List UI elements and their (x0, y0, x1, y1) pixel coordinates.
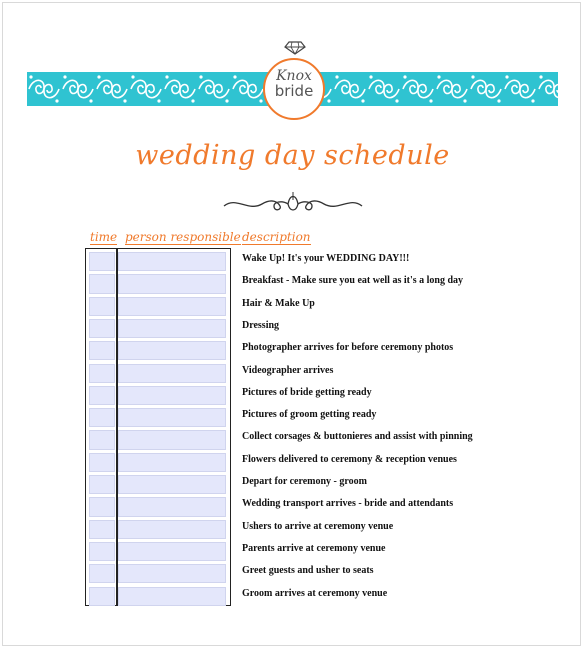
person-cell[interactable] (118, 430, 226, 449)
person-cell[interactable] (118, 453, 226, 472)
row-description: Videographer arrives (242, 364, 334, 376)
row-description: Flowers delivered to ceremony & reception venues (242, 453, 457, 465)
person-cell[interactable] (118, 386, 226, 405)
time-cell[interactable] (89, 497, 115, 516)
logo-line-1: Knox (276, 68, 312, 84)
person-cell[interactable] (118, 564, 226, 583)
row-description: Wedding transport arrives - bride and attendants (242, 498, 454, 510)
row-description: Ushers to arrive at ceremony venue (242, 520, 394, 532)
column-header-person: person responsible (125, 230, 241, 244)
row-description: Depart for ceremony - groom (242, 476, 367, 487)
page-title: wedding day schedule (135, 140, 450, 171)
time-cell[interactable] (89, 274, 115, 293)
row-description: Dressing (242, 319, 280, 331)
time-cell[interactable] (89, 564, 115, 583)
person-cell[interactable] (118, 274, 226, 293)
time-cell[interactable] (89, 341, 115, 360)
time-cell[interactable] (89, 319, 115, 338)
person-cell[interactable] (118, 297, 226, 316)
person-cell[interactable] (118, 475, 226, 494)
ornamental-flourish-icon (222, 190, 364, 216)
row-description: Pictures of groom getting ready (242, 409, 377, 421)
time-cell[interactable] (89, 252, 115, 271)
time-cell[interactable] (89, 475, 115, 494)
time-cell[interactable] (89, 542, 115, 561)
row-description: Photographer arrives for before ceremony photos (242, 342, 454, 354)
row-description: Pictures of bride getting ready (242, 386, 372, 398)
column-divider (116, 249, 118, 605)
time-cell[interactable] (89, 408, 115, 427)
person-cell[interactable] (118, 252, 226, 271)
person-cell[interactable] (118, 341, 226, 360)
column-header-time: time (90, 230, 118, 244)
person-cell[interactable] (118, 587, 226, 606)
time-cell[interactable] (89, 453, 115, 472)
column-header-description: description (242, 230, 311, 244)
logo (263, 58, 325, 120)
row-description: Groom arrives at ceremony venue (242, 587, 388, 599)
row-description: Wake Up! It's your WEDDING DAY!!! (242, 253, 410, 264)
row-description: Hair & Make Up (242, 297, 315, 309)
row-description: Collect corsages & buttonieres and assist with pinning (242, 431, 473, 443)
time-cell[interactable] (89, 520, 115, 539)
person-cell[interactable] (118, 319, 226, 338)
time-cell[interactable] (89, 430, 115, 449)
row-description: Greet guests and usher to seats (242, 565, 374, 577)
person-cell[interactable] (118, 364, 226, 383)
row-description: Parents arrive at ceremony venue (242, 542, 386, 554)
time-cell[interactable] (89, 297, 115, 316)
time-cell[interactable] (89, 364, 115, 383)
logo-line-2: bride (274, 82, 314, 100)
person-cell[interactable] (118, 408, 226, 427)
person-cell[interactable] (118, 520, 226, 539)
row-description: Breakfast - Make sure you eat well as it's a long day (242, 275, 464, 287)
time-cell[interactable] (89, 587, 115, 606)
time-cell[interactable] (89, 386, 115, 405)
schedule-grid (85, 248, 231, 606)
person-cell[interactable] (118, 542, 226, 561)
person-cell[interactable] (118, 497, 226, 516)
